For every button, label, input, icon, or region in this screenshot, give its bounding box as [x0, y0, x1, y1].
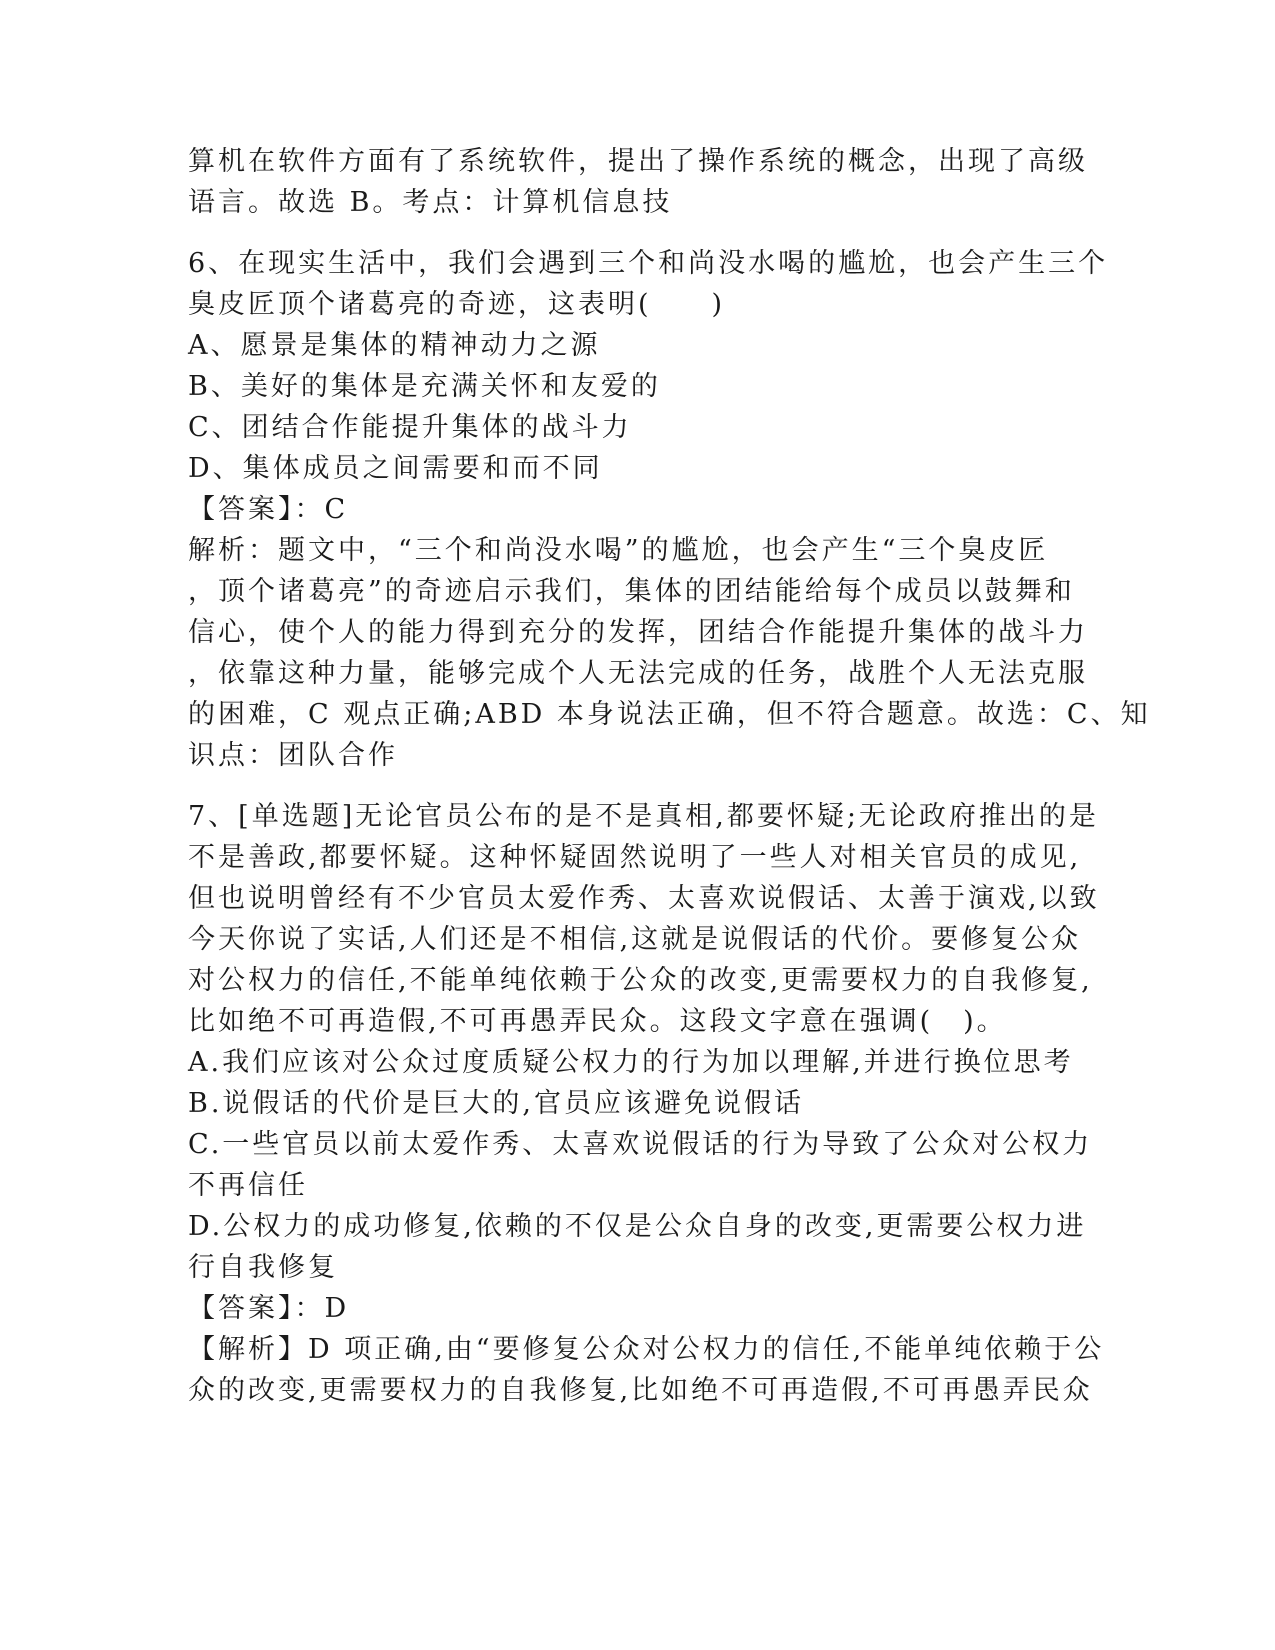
question-stem-line: 7、[单选题]无论官员公布的是不是真相,都要怀疑;无论政府推出的是	[188, 801, 1099, 832]
option-c: C.一些官员以前太爱作秀、太喜欢说假话的行为导致了公众对公权力	[188, 1129, 1093, 1160]
option-a: A、愿景是集体的精神动力之源	[188, 330, 601, 361]
question-stem-line: 不是善政,都要怀疑。这种怀疑固然说明了一些人对相关官员的成见,	[188, 842, 1082, 873]
option-a: A.我们应该对公众过度质疑公权力的行为加以理解,并进行换位思考	[188, 1047, 1074, 1078]
option-b: B.说假话的代价是巨大的,官员应该避免说假话	[188, 1088, 805, 1119]
question-stem-line: 臭皮匠顶个诸葛亮的奇迹，这表明( )	[188, 289, 726, 320]
analysis-line: ，顶个诸葛亮”的奇迹启示我们，集体的团结能给每个成员以鼓舞和	[188, 576, 1075, 607]
analysis-line: 信心，使个人的能力得到充分的发挥，团结合作能提升集体的战斗力	[188, 617, 1088, 648]
question-stem-line: 但也说明曾经有不少官员太爱作秀、太喜欢说假话、太善于演戏,以致	[188, 883, 1100, 914]
analysis-line: 众的改变,更需要权力的自我修复,比如绝不可再造假,不可再愚弄民众	[188, 1375, 1093, 1406]
analysis-line: 的困难，C 观点正确;ABD 本身说法正确，但不符合题意。故选：C、知	[188, 699, 1151, 730]
answer-explanation-line: 语言。故选 B。考点：计算机信息技	[188, 187, 673, 218]
option-d-continued: 行自我修复	[188, 1252, 338, 1283]
answer-line: 【答案】：C	[188, 494, 349, 525]
analysis-line: 解析：题文中，“三个和尚没水喝”的尴尬，也会产生“三个臭皮匠	[188, 535, 1049, 566]
question-stem-line: 6、在现实生活中，我们会遇到三个和尚没水喝的尴尬，也会产生三个	[188, 248, 1109, 279]
option-d: D.公权力的成功修复,依赖的不仅是公众自身的改变,更需要公权力进	[188, 1211, 1087, 1242]
answer-line: 【答案】：D	[188, 1293, 350, 1324]
option-c: C、团结合作能提升集体的战斗力	[188, 412, 632, 443]
answer-explanation-line: 算机在软件方面有了系统软件，提出了操作系统的概念，出现了高级	[188, 146, 1088, 177]
analysis-line: 【解析】D 项正确,由“要修复公众对公权力的信任,不能单纯依赖于公	[188, 1334, 1105, 1365]
analysis-line: ，依靠这种力量，能够完成个人无法完成的任务，战胜个人无法克服	[188, 658, 1088, 689]
analysis-line: 识点：团队合作	[188, 740, 398, 771]
question-stem-line: 对公权力的信任,不能单纯依赖于公众的改变,更需要权力的自我修复,	[188, 965, 1093, 996]
option-c-continued: 不再信任	[188, 1170, 308, 1201]
option-d: D、集体成员之间需要和而不同	[188, 453, 603, 484]
option-b: B、美好的集体是充满关怀和友爱的	[188, 371, 661, 402]
question-stem-line: 今天你说了实话,人们还是不相信,这就是说假话的代价。要修复公众	[188, 924, 1082, 955]
question-stem-line: 比如绝不可再造假,不可再愚弄民众。这段文字意在强调( )。	[188, 1006, 1007, 1037]
